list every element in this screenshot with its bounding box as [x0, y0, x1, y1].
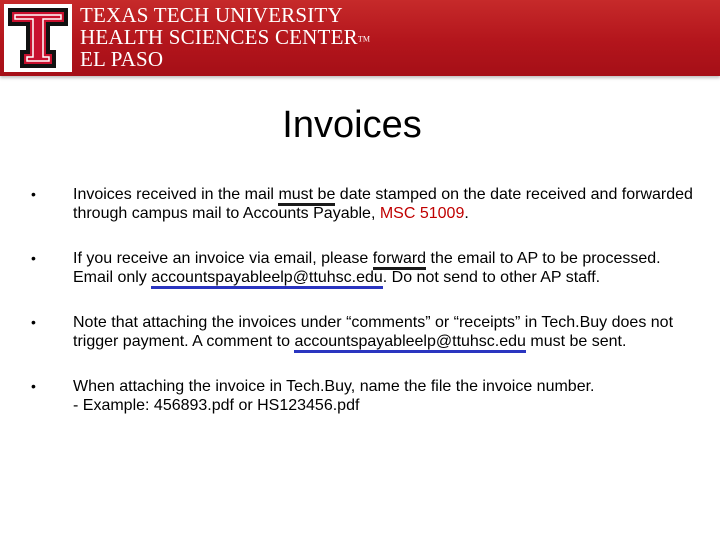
bullet-list	[26, 185, 696, 441]
bullet-text: must be sent.	[525, 333, 627, 350]
bullet-item	[26, 313, 696, 351]
header-banner	[0, 0, 720, 76]
emphasis-text: forward	[373, 250, 426, 270]
university-logo	[4, 4, 72, 72]
email-link[interactable]: accountspayableelp@ttuhsc.edu	[151, 269, 383, 289]
university-name	[80, 5, 370, 71]
bullet-text: date stamped on the date received and forwarded through campus mail to Accounts Payable,	[73, 186, 693, 222]
bullet-marker: •	[31, 250, 36, 266]
mail-stop-code: MSC 51009	[379, 205, 465, 222]
bullet-item	[26, 249, 696, 287]
bullet-text: the email to AP to be processed. Email only	[73, 250, 661, 286]
bullet-marker: •	[31, 186, 36, 202]
bullet-item	[26, 185, 696, 223]
university-name-line1: TEXAS TECH UNIVERSITY	[80, 3, 343, 27]
bullet-text: Invoices received in the mail	[73, 186, 279, 203]
slide-title: Invoices	[282, 104, 422, 146]
double-t-logo-icon	[4, 4, 72, 72]
trademark-mark: TM	[357, 33, 371, 43]
bullet-text: When attaching the invoice in Tech.Buy, name the file the invoice number.	[73, 378, 595, 395]
bullet-text: .	[464, 205, 469, 222]
university-name-line3: EL PASO	[80, 47, 164, 72]
university-name-line2: HEALTH SCIENCES CENTERTM	[80, 24, 371, 49]
bullet-marker: •	[31, 378, 36, 394]
emphasis-text: must be	[278, 186, 335, 206]
bullet-text: . Do not send to other AP staff.	[382, 269, 601, 286]
email-link[interactable]: accountspayableelp@ttuhsc.edu	[294, 333, 526, 353]
bullet-item	[26, 377, 696, 415]
example-text: - Example: 456893.pdf or HS123456.pdf	[73, 397, 360, 414]
bullet-text: If you receive an invoice via email, please	[73, 250, 373, 267]
bullet-marker: •	[31, 314, 36, 330]
bullet-text: Note that attaching the invoices under “comments” or “receipts” in Tech.Buy does not trigger payment. A comment to	[73, 314, 674, 350]
